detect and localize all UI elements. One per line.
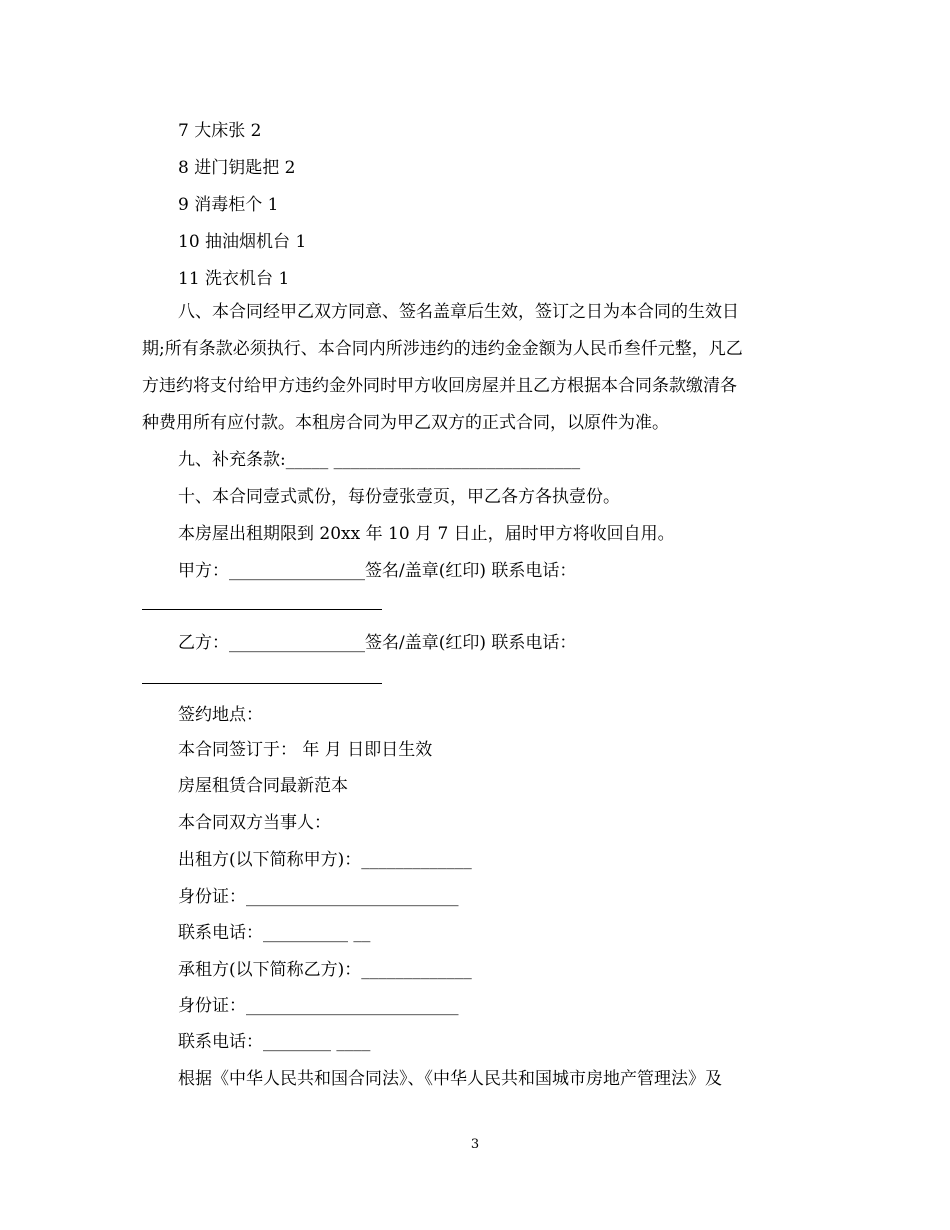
lessee-field: 承租方(以下简称乙方)：_____________ xyxy=(178,960,472,980)
legal-basis-line: 根据《中华人民共和国合同法》、《中华人民共和国城市房地产管理法》及 xyxy=(178,1069,722,1089)
party-a-phone-blank xyxy=(142,609,382,610)
signing-place: 签约地点： xyxy=(178,705,263,725)
signing-date: 本合同签订于： 年 月 日即日生效 xyxy=(178,740,433,760)
lessor-phone-field: 联系电话：__________ __ xyxy=(178,923,371,943)
inventory-item-7: 7 大床张 2 xyxy=(178,121,262,141)
inventory-item-10: 10 抽油烟机台 1 xyxy=(178,232,307,252)
party-a-signature-line: 甲方：________________签名/盖章(红印) 联系电话： xyxy=(178,561,577,581)
clause-8-line-4: 种费用所有应付款。本租房合同为甲乙双方的正式合同，以原件为准。 xyxy=(142,413,669,433)
page-number: 3 xyxy=(470,1137,480,1152)
inventory-item-8: 8 进门钥匙把 2 xyxy=(178,158,296,178)
clause-9-supplementary: 九、补充条款:_____ _____________________________ xyxy=(178,450,581,470)
inventory-item-11: 11 洗衣机台 1 xyxy=(178,269,290,289)
contract-parties-heading: 本合同双方当事人： xyxy=(178,813,331,833)
lessor-id-field: 身份证：_________________________ xyxy=(178,887,459,907)
lessor-field: 出租方(以下简称甲方)：_____________ xyxy=(178,850,472,870)
clause-8-paragraph xyxy=(142,294,808,442)
new-contract-title: 房屋租赁合同最新范本 xyxy=(178,776,348,796)
clause-10-copies: 十、本合同壹式贰份，每份壹张壹页，甲乙各方各执壹份。 xyxy=(178,487,620,507)
party-b-signature-line: 乙方：________________签名/盖章(红印) 联系电话： xyxy=(178,633,577,653)
inventory-item-9: 9 消毒柜个 1 xyxy=(178,195,279,215)
clause-8-line-2: 期;所有条款必须执行、本合同内所涉违约的违约金金额为人民币叁仟元整，凡乙 xyxy=(142,339,743,359)
lease-term-statement: 本房屋出租期限到 20xx 年 10 月 7 日止，届时甲方将收回自用。 xyxy=(178,524,675,544)
lessee-phone-field: 联系电话：________ ____ xyxy=(178,1032,371,1052)
party-b-phone-blank xyxy=(142,683,382,684)
lessee-id-field: 身份证：_________________________ xyxy=(178,996,459,1016)
clause-8-line-3: 方违约将支付给甲方违约金外同时甲方收回房屋并且乙方根据本合同条款缴清各 xyxy=(142,376,737,396)
clause-8-line-1: 八、本合同经甲乙双方同意、签名盖章后生效，签订之日为本合同的生效日 xyxy=(178,302,739,322)
